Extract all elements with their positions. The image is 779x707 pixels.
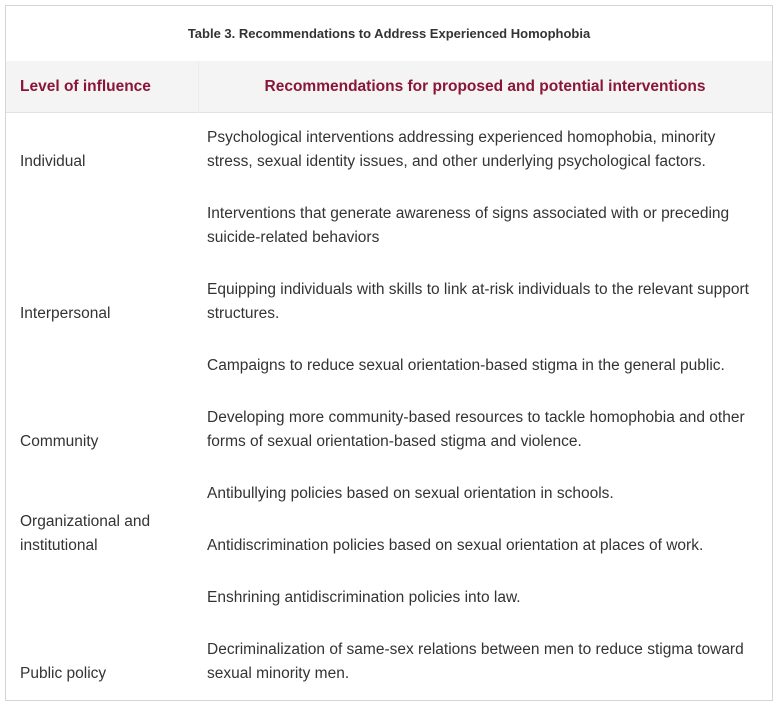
recommendation-item: Developing more community-based resources to tackle homophobia and other forms of sexual orientation-based stigma and violence.	[207, 409, 745, 450]
table-caption: Table 3. Recommendations to Address Experienced Homophobia	[187, 26, 591, 41]
recommendation-item: Decriminalization of same-sex relations between men to reduce stigma toward sexual minority men.	[207, 641, 744, 682]
recommendation-item: Interventions that generate awareness of signs associated with or preceding suicide-related behaviors	[207, 205, 730, 246]
recommendation-item: Antibullying policies based on sexual orientation in schools.	[207, 485, 614, 502]
recommendation-item: Campaigns to reduce sexual orientation-based stigma in the general public.	[207, 357, 725, 374]
header-level-of-influence: Level of influence	[20, 78, 151, 95]
table-header-row	[6, 61, 772, 113]
recommendation-item: Antidiscrimination policies based on sexual orientation at places of work.	[207, 537, 704, 554]
header-recommendations: Recommendations for proposed and potential interventions	[198, 61, 771, 113]
level-public-policy: Public policy	[20, 665, 107, 682]
level-interpersonal: Interpersonal	[20, 305, 111, 322]
recommendation-item: Enshrining antidiscrimination policies into law.	[207, 589, 521, 606]
level-community: Community	[20, 433, 99, 450]
level-individual: Individual	[20, 153, 86, 170]
recommendation-item: Equipping individuals with skills to link at-risk individuals to the relevant support structures.	[207, 281, 749, 322]
level-organizational-institutional: Organizational and institutional	[20, 513, 151, 554]
recommendation-item: Psychological interventions addressing experienced homophobia, minority stress, sexual identity issues, and other underlying psychological factors.	[207, 129, 716, 170]
recommendations-table	[5, 5, 773, 701]
